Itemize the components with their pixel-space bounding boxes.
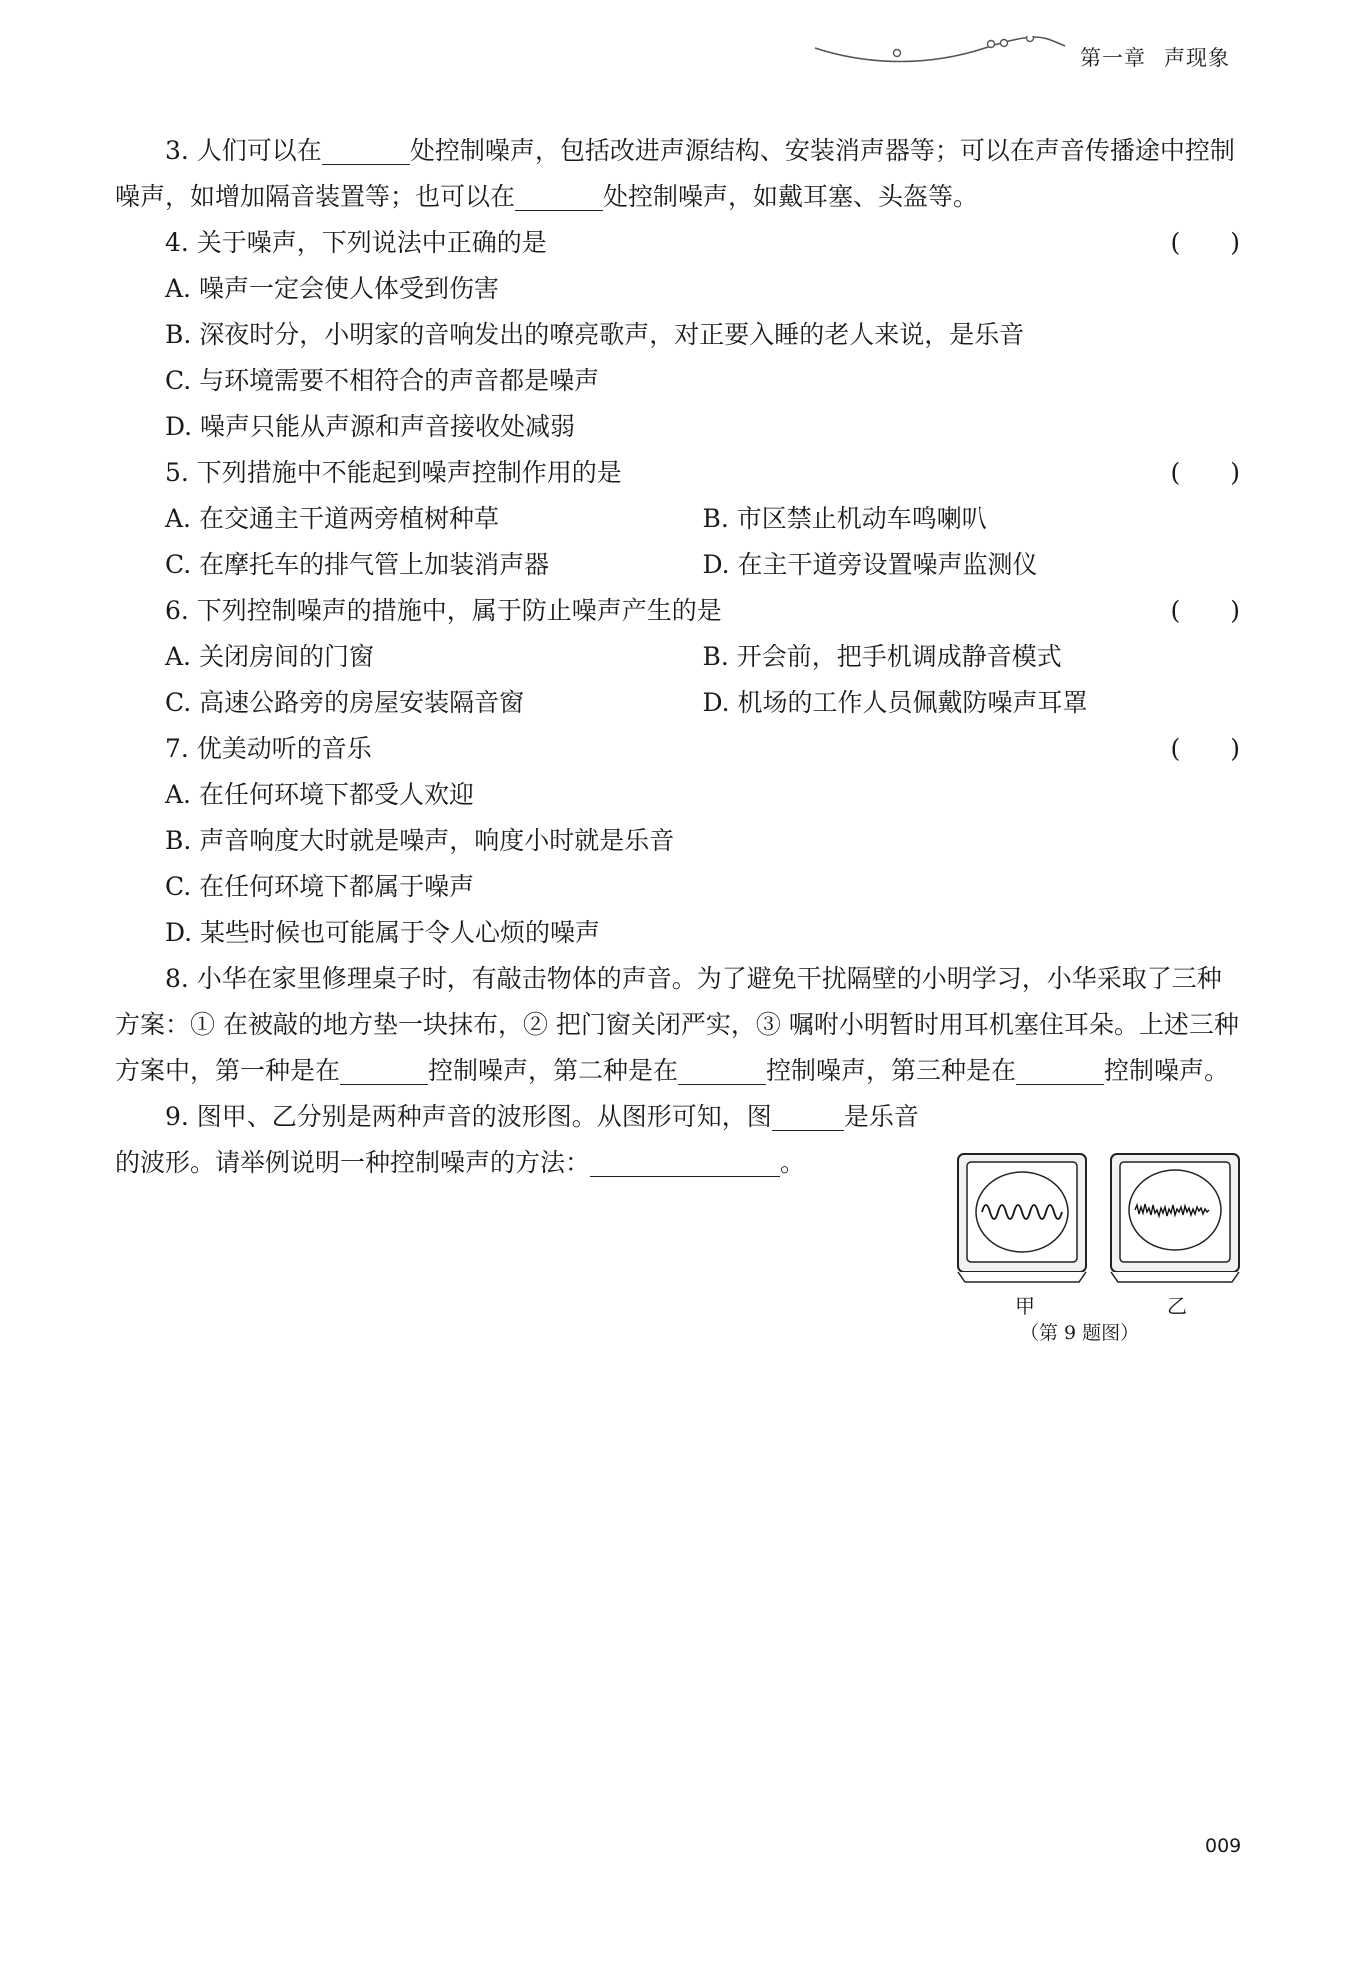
q4-answer-paren[interactable]: ( ) bbox=[1170, 228, 1240, 257]
figure-label-b: 乙 bbox=[1167, 1294, 1187, 1318]
q4-option-b: B. 深夜时分，小明家的音响发出的嘹亮歌声，对正要入睡的老人来说，是乐音 bbox=[165, 320, 1025, 349]
q8-text-2: 控制噪声，第二种是在 bbox=[428, 1056, 679, 1085]
q6-option-d: D. 机场的工作人员佩戴防噪声耳罩 bbox=[702, 688, 1088, 717]
q7-option-d: D. 某些时候也可能属于令人心烦的噪声 bbox=[165, 918, 601, 947]
q5-option-a: A. 在交通主干道两旁植树种草 bbox=[165, 504, 499, 533]
q7-answer-paren[interactable]: ( ) bbox=[1170, 734, 1240, 763]
chapter-number: 第一章 bbox=[1080, 46, 1146, 70]
q6-option-b: B. 开会前，把手机调成静音模式 bbox=[702, 642, 1062, 671]
q7-option-b: B. 声音响度大时就是噪声，响度小时就是乐音 bbox=[165, 826, 675, 855]
monitor-b-icon bbox=[1111, 1154, 1239, 1282]
q3-blank-1[interactable] bbox=[322, 134, 410, 165]
chapter-title: 声现象 bbox=[1164, 46, 1230, 70]
question-4-stem bbox=[115, 220, 1240, 266]
q6-option-a: A. 关闭房间的门窗 bbox=[165, 642, 374, 671]
q3-text-3: 处控制噪声，如戴耳塞、头盔等。 bbox=[603, 182, 979, 211]
q3-text-2: 处控制噪声，包括改进声源结构、安装消声器等；可以在声音传播途中控制噪声，如增加隔音装置等；也可以在 bbox=[115, 136, 1235, 211]
q8-blank-2[interactable] bbox=[678, 1054, 766, 1085]
question-3 bbox=[115, 128, 1240, 220]
q6-answer-paren[interactable]: ( ) bbox=[1170, 596, 1240, 625]
q9-text-2: 是乐音的波形。请举例说明一种控制噪声的方法： bbox=[115, 1102, 919, 1177]
q8-blank-3[interactable] bbox=[1016, 1054, 1104, 1085]
page-number: 009 bbox=[1205, 1835, 1242, 1857]
q6-options-row-1 bbox=[115, 634, 1240, 680]
question-9 bbox=[115, 1094, 935, 1186]
q4-stem-text: 4. 关于噪声，下列说法中正确的是 bbox=[165, 228, 547, 257]
q9-text-3: 。 bbox=[780, 1148, 806, 1177]
q4-option-a: A. 噪声一定会使人体受到伤害 bbox=[165, 274, 499, 303]
q8-blank-1[interactable] bbox=[340, 1054, 428, 1085]
q9-figure bbox=[955, 1152, 1245, 1342]
q5-option-c: C. 在摩托车的排气管上加装消声器 bbox=[165, 550, 550, 579]
q9-text-1: 9. 图甲、乙分别是两种声音的波形图。从图形可知，图 bbox=[165, 1102, 772, 1131]
q7-option-c: C. 在任何环境下都属于噪声 bbox=[165, 872, 475, 901]
q8-text-3: 控制噪声，第三种是在 bbox=[766, 1056, 1017, 1085]
question-7-stem bbox=[115, 726, 1240, 772]
monitor-a-icon bbox=[958, 1154, 1086, 1282]
q5-option-d: D. 在主干道旁设置噪声监测仪 bbox=[702, 550, 1038, 579]
q4-option-d: D. 噪声只能从声源和声音接收处减弱 bbox=[165, 412, 576, 441]
q8-text-1: 8. 小华在家里修理桌子时，有敲击物体的声音。为了避免干扰隔壁的小明学习，小华采取了三种方案：① 在被敲的地方垫一块抹布，② 把门窗关闭严实，③ 嘱咐小明暂时用耳机塞住耳朵。上述三种方案中，第一种是在 bbox=[115, 964, 1239, 1085]
q5-answer-paren[interactable]: ( ) bbox=[1170, 458, 1240, 487]
chapter-header bbox=[810, 36, 1250, 86]
q4-option-c: C. 与环境需要不相符合的声音都是噪声 bbox=[165, 366, 600, 395]
q8-text-4: 控制噪声。 bbox=[1104, 1056, 1230, 1085]
q3-blank-2[interactable] bbox=[515, 180, 603, 211]
q5-stem-text: 5. 下列措施中不能起到噪声控制作用的是 bbox=[165, 458, 622, 487]
q5-options-row-1 bbox=[115, 496, 1240, 542]
q3-text-1: 3. 人们可以在 bbox=[165, 136, 322, 165]
q7-option-a: A. 在任何环境下都受人欢迎 bbox=[165, 780, 474, 809]
question-8 bbox=[115, 956, 1240, 1094]
figure-label-a: 甲 bbox=[1015, 1294, 1035, 1318]
q5-option-b: B. 市区禁止机动车鸣喇叭 bbox=[702, 504, 987, 533]
q9-blank-1[interactable] bbox=[772, 1100, 844, 1131]
waveform-monitors-image bbox=[955, 1152, 1245, 1292]
q6-option-c: C. 高速公路旁的房屋安装隔音窗 bbox=[165, 688, 525, 717]
q7-stem-text: 7. 优美动听的音乐 bbox=[165, 734, 372, 763]
questions-body bbox=[115, 128, 1240, 1186]
q5-options-row-2 bbox=[115, 542, 1240, 588]
q9-blank-2[interactable] bbox=[590, 1146, 780, 1177]
figure-caption: （第 9 题图） bbox=[1020, 1322, 1140, 1344]
question-5-stem bbox=[115, 450, 1240, 496]
q6-options-row-2 bbox=[115, 680, 1240, 726]
q6-stem-text: 6. 下列控制噪声的措施中，属于防止噪声产生的是 bbox=[165, 596, 722, 625]
question-6-stem bbox=[115, 588, 1240, 634]
